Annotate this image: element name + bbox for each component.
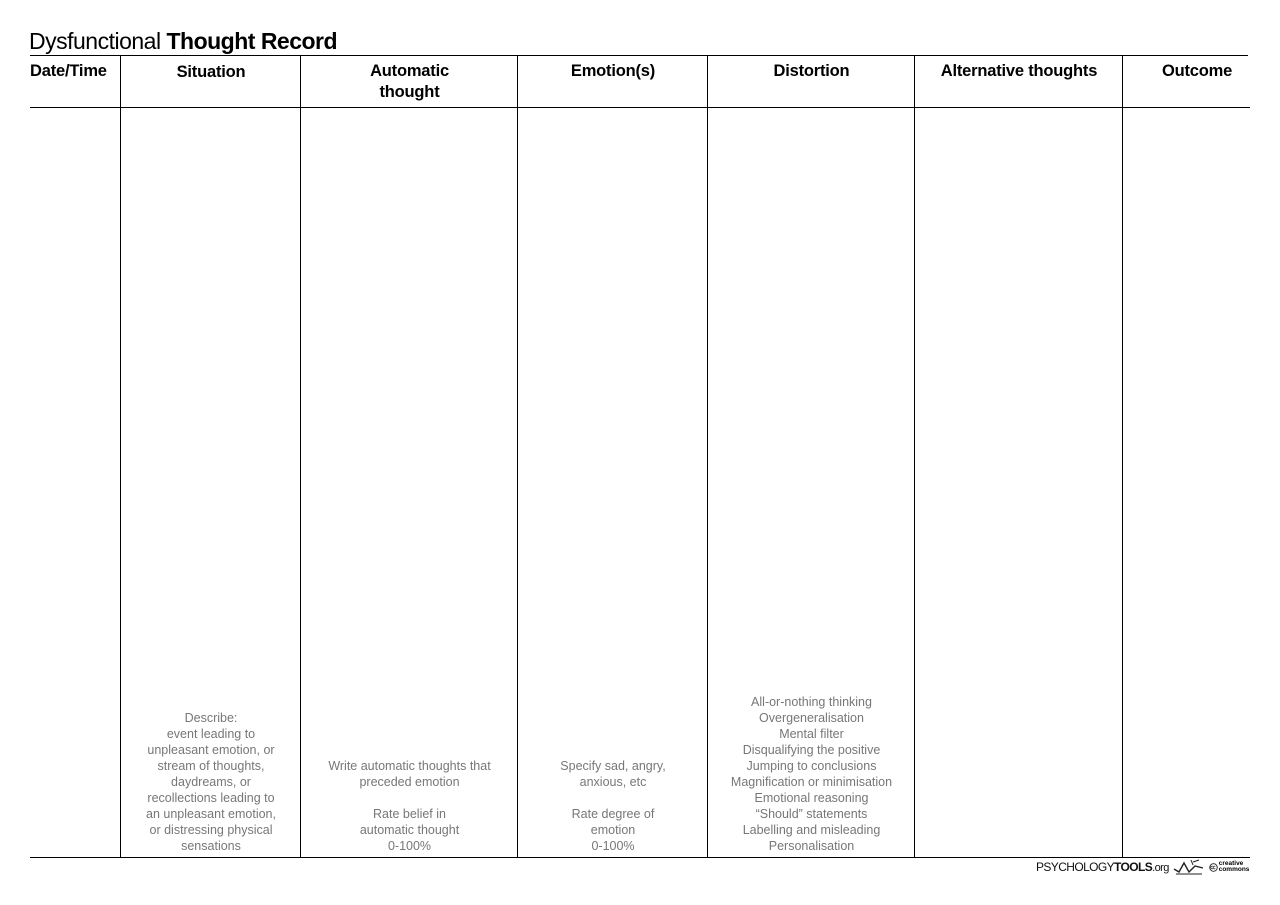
- column-divider: [914, 55, 915, 858]
- header-alternative-thoughts: Alternative thoughts: [940, 62, 1098, 80]
- header-distortion: Distortion: [773, 62, 850, 80]
- page-title: [29, 27, 337, 55]
- header-rule: [30, 107, 1250, 108]
- creative-commons-badge: creative commons: [1209, 861, 1250, 873]
- title-bold: Thought Record: [166, 28, 338, 54]
- cell-date-time[interactable]: [30, 109, 119, 856]
- header-situation: Situation: [176, 63, 246, 81]
- hint-situation: Describe: event leading to unpleasant emotion, or stream of thoughts, daydreams, or recollections leading to an unpleasant emotion, or distressing physical sensations: [146, 711, 276, 853]
- column-divider: [707, 55, 708, 858]
- cell-alternative-thoughts[interactable]: [916, 109, 1121, 856]
- top-rule: [30, 55, 1248, 56]
- bottom-rule: [30, 857, 1250, 858]
- cell-automatic-thought[interactable]: [302, 109, 516, 856]
- cell-emotions[interactable]: [519, 109, 706, 856]
- brand-name: PSYCHOLOGYTOOLS.org: [1036, 860, 1169, 874]
- hint-emotions: Specify sad, angry, anxious, etc Rate degree of emotion 0-100%: [560, 759, 666, 853]
- cc-icon: [1209, 863, 1218, 872]
- column-divider: [120, 55, 121, 858]
- cell-outcome[interactable]: [1124, 109, 1248, 856]
- column-divider: [517, 55, 518, 858]
- thought-record-table: [30, 55, 1250, 860]
- title-light: Dysfunctional: [29, 28, 161, 54]
- header-emotions: Emotion(s): [570, 62, 656, 80]
- hint-automatic-thought: Write automatic thoughts that preceded emotion Rate belief in automatic thought 0-100%: [328, 759, 491, 853]
- column-divider: [1122, 55, 1123, 858]
- psychology-tools-logo-icon: [1173, 859, 1205, 875]
- column-divider: [300, 55, 301, 858]
- header-date-time: Date/Time: [30, 62, 107, 80]
- footer-credit: [1036, 859, 1249, 875]
- header-outcome: Outcome: [1161, 62, 1233, 80]
- header-automatic-thought: Automatic thought: [370, 62, 449, 101]
- hint-distortion: All-or-nothing thinking Overgeneralisation Mental filter Disqualifying the positive Jumping to conclusions Magnification or minimisation Emotional reasoning “Should” statements Labelling and misleading Personalisation: [730, 695, 893, 853]
